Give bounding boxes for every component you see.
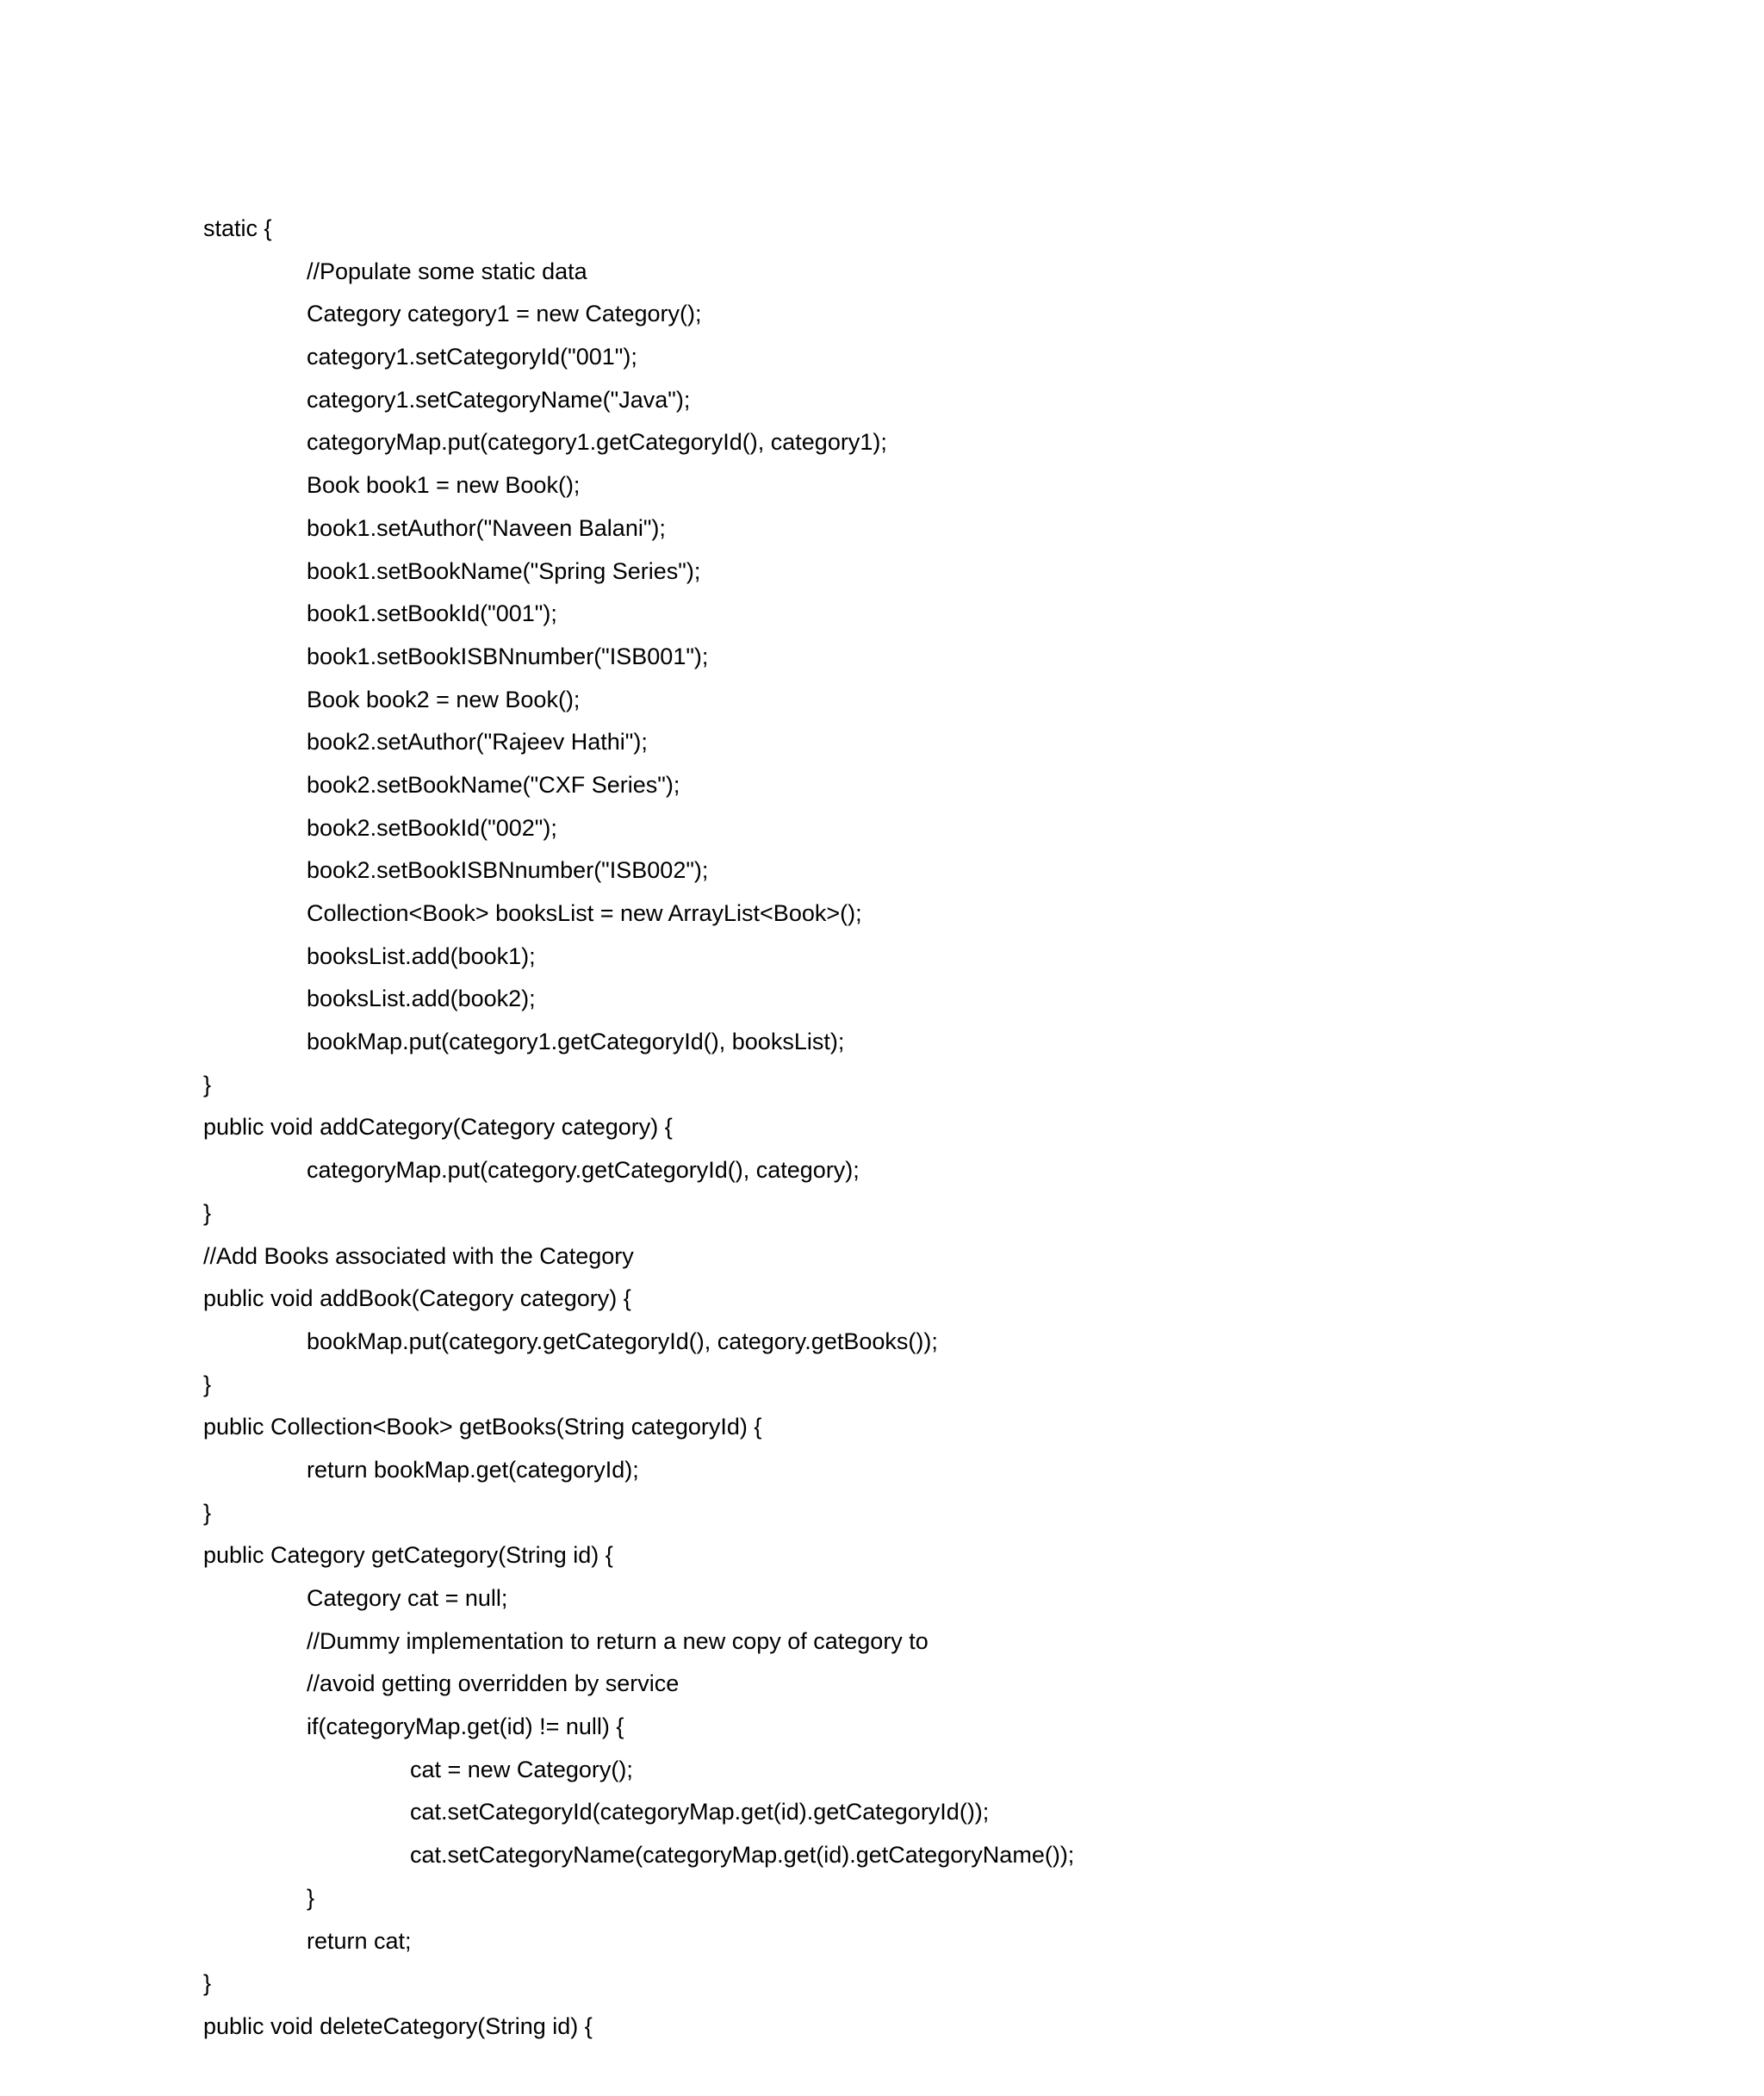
- code-line: return cat;: [307, 1927, 412, 1954]
- code-listing: [203, 212, 1074, 2053]
- code-line: }: [307, 1884, 315, 1911]
- code-line: book1.setBookISBNnumber("ISB001");: [307, 643, 709, 669]
- code-line: categoryMap.put(category1.getCategoryId(), category1);: [307, 429, 887, 456]
- code-line: //avoid getting overridden by service: [307, 1670, 680, 1697]
- code-line: book1.setAuthor("Naveen Balani");: [307, 514, 666, 541]
- code-line: booksList.add(book2);: [307, 986, 536, 1012]
- code-line: public void deleteCategory(String id) {: [203, 2012, 593, 2039]
- code-line: public void addBook(Category category) {: [203, 1285, 631, 1312]
- code-line: if(categoryMap.get(id) != null) {: [307, 1713, 624, 1740]
- code-line: book1.setBookId("001");: [307, 600, 557, 627]
- code-line: category1.setCategoryName("Java");: [307, 386, 691, 413]
- code-line: cat.setCategoryId(categoryMap.get(id).getCategoryId());: [410, 1799, 990, 1825]
- code-line: }: [203, 1371, 212, 1397]
- code-line: public Collection<Book> getBooks(String categoryId) {: [203, 1414, 762, 1440]
- code-line: bookMap.put(category1.getCategoryId(), booksList);: [307, 1029, 845, 1055]
- code-line: Category cat = null;: [307, 1585, 508, 1611]
- code-line: category1.setCategoryId("001");: [307, 344, 637, 370]
- code-line: public Category getCategory(String id) {: [203, 1542, 613, 1569]
- code-line: bookMap.put(category.getCategoryId(), category.getBooks());: [307, 1328, 938, 1354]
- code-line: categoryMap.put(category.getCategoryId(), category);: [307, 1157, 860, 1184]
- code-line: Book book2 = new Book();: [307, 686, 581, 712]
- code-line: cat = new Category();: [410, 1756, 633, 1782]
- code-line: return bookMap.get(categoryId);: [307, 1456, 639, 1483]
- code-line: book2.setBookISBNnumber("ISB002");: [307, 857, 709, 884]
- code-line: book2.setAuthor("Rajeev Hathi");: [307, 729, 648, 756]
- code-line: static {: [203, 215, 272, 241]
- code-line: //Dummy implementation to return a new copy of category to: [307, 1627, 929, 1654]
- code-line: book2.setBookId("002");: [307, 814, 557, 841]
- code-line: Collection<Book> booksList = new ArrayList<Book>();: [307, 900, 862, 926]
- code-line: }: [203, 1199, 212, 1226]
- code-line: cat.setCategoryName(categoryMap.get(id).getCategoryName());: [410, 1842, 1075, 1869]
- code-line: //Populate some static data: [307, 258, 587, 284]
- code-line: Book book1 = new Book();: [307, 472, 581, 499]
- code-line: book2.setBookName("CXF Series");: [307, 771, 680, 798]
- code-line: }: [203, 1970, 212, 1997]
- code-line: Category category1 = new Category();: [307, 301, 702, 327]
- code-line: public void addCategory(Category category) {: [203, 1114, 673, 1141]
- code-line: book1.setBookName("Spring Series");: [307, 557, 701, 584]
- code-line: //Add Books associated with the Category: [203, 1242, 634, 1269]
- code-line: }: [203, 1071, 212, 1098]
- code-line: }: [203, 1499, 212, 1526]
- code-line: booksList.add(book1);: [307, 942, 536, 969]
